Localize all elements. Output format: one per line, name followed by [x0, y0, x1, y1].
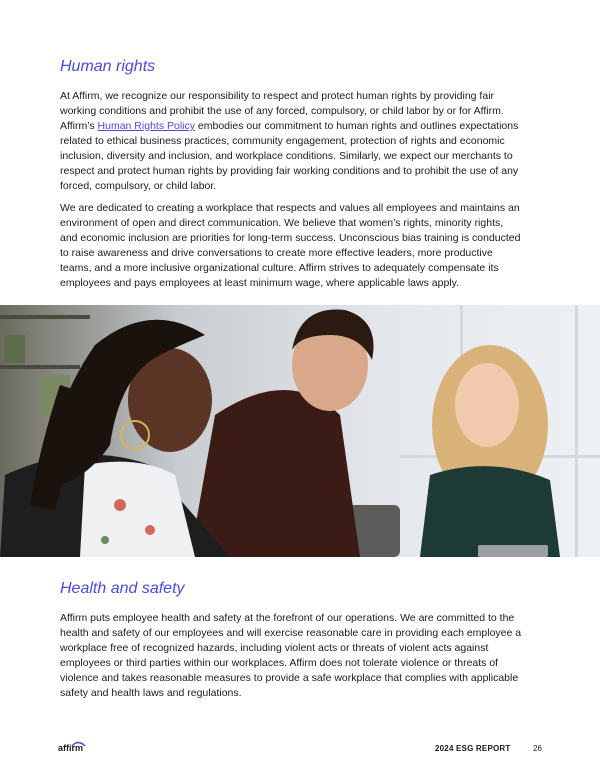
- human-rights-policy-link[interactable]: Human Rights Policy: [97, 120, 195, 132]
- affirm-logo: [58, 740, 88, 759]
- report-label: 2024 ESG REPORT: [435, 744, 511, 753]
- human-rights-paragraph-2: We are dedicated to creating a workplace that respects and values all employees and maintains an environment of open and direct communication. We believe that women’s rights, minority rights, and economic inclusion are priorities for long-term success. Unconscious bias training is conducted to raise awareness and drive conversations to create more effective leaders, more productive teams, and a more inclusive organizational culture. Affirm strives to adequately compensate its employees and pays employees at least minimum wage, where applicable laws apply.: [60, 202, 521, 289]
- health-safety-heading: Health and safety: [60, 580, 185, 597]
- human-rights-heading: Human rights: [60, 58, 156, 75]
- health-safety-paragraph: Affirm puts employee health and safety at the forefront of our operations. We are committed to the health and safety of our employees and will exercise reasonable care in providing each employee a workplace free of recognized hazards, including violent acts or threats of violent acts against employees or third parties within our workplaces. Affirm does not tolerate violence or threats of violence and takes reasonable measures to provide a safe workplace that complies with applicable safety and health laws and regulations.: [60, 612, 522, 699]
- team-photo: [0, 305, 600, 557]
- paragraph-text: At Affirm, we recognize our responsibility to respect and protect human rights by providing fair working conditions and prohibit the use of any forced, compulsory, or child labor by or for Affirm. Affirm’s: [60, 90, 504, 132]
- page-number: 26: [533, 744, 542, 753]
- paragraph-text: embodies our commitment to human rights and outlines expectations related to ethical business practices, community engagement, protection of rights and economic inclusion, diversity and inclusion, and workplace conditions. Similarly, we expect our merchants to respect and protect human rights by providing fair working conditions and to prohibit the use of any forced, compulsory, or child labor.: [60, 120, 519, 192]
- affirm-logo-text: affirm: [58, 743, 84, 753]
- human-rights-paragraph-1: [60, 89, 522, 194]
